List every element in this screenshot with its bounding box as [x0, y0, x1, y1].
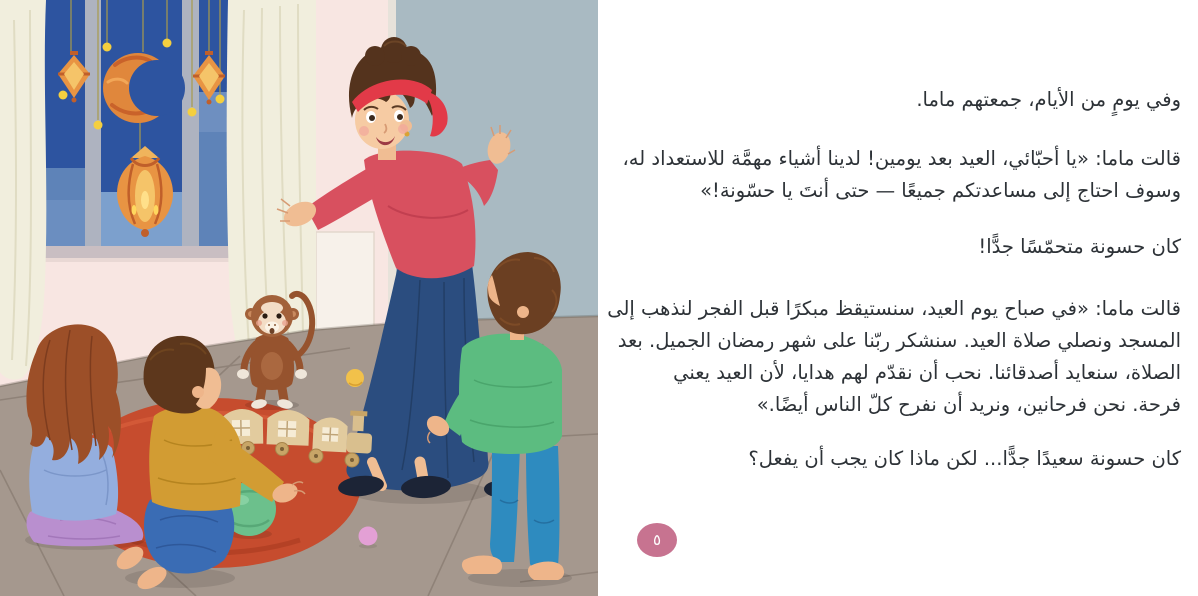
story-paragraph — [622, 143, 1181, 207]
curtain-left — [0, 0, 46, 380]
story-text-line: قالت ماما: «في صباح يوم العيد، سنستيقظ مبكرًا قبل الفجر لنذهب إلى — [607, 297, 1181, 320]
page-number-badge[interactable] — [637, 523, 677, 557]
story-text-line: الصلاة، سنعايد أصدقائنا. نحب أن نقدّم لهم هدايا، لأن العيد يعني — [673, 361, 1181, 384]
story-paragraph — [633, 84, 1181, 116]
ball-yellow — [346, 369, 364, 387]
story-text-line: وسوف احتاج إلى مساعدتكم جميعًا — حتى أنتَ يا حسّونة!» — [700, 179, 1181, 202]
ball-pink — [359, 527, 378, 549]
boy-shirt — [459, 334, 562, 454]
story-paragraph — [633, 443, 1181, 475]
story-text-line: كان حسونة سعيدًا جدًّا... لكن ماذا كان يجب أن يفعل؟ — [748, 447, 1181, 470]
storybook-illustration — [0, 0, 598, 596]
window-sill — [16, 246, 242, 258]
story-text-line: فرحة. نحن فرحانين، ونريد أن نفرح كلّ الناس أيضًا.» — [756, 393, 1181, 416]
boy-pants-right-leg — [526, 446, 560, 571]
story-text-panel — [607, 84, 1181, 475]
story-paragraph — [607, 293, 1181, 421]
story-text-line: وفي يومٍ من الأيام، جمعتهم ماما. — [916, 88, 1181, 111]
story-text-line: قالت ماما: «يا أحبّائي، العيد بعد يومين! لدينا أشياء مهمَّة للاستعداد له، — [622, 147, 1181, 170]
page-number: ٥ — [652, 530, 662, 549]
story-text-line: كان حسونة متحمّسًا جدًّا! — [978, 235, 1181, 258]
door-panel — [316, 232, 374, 332]
story-text-line: المسجد ونصلي صلاة العيد. سنشكر ربّنا على شهر رمضان الجميل. بعد — [617, 329, 1181, 352]
story-paragraph — [633, 231, 1181, 263]
window — [16, 0, 242, 262]
